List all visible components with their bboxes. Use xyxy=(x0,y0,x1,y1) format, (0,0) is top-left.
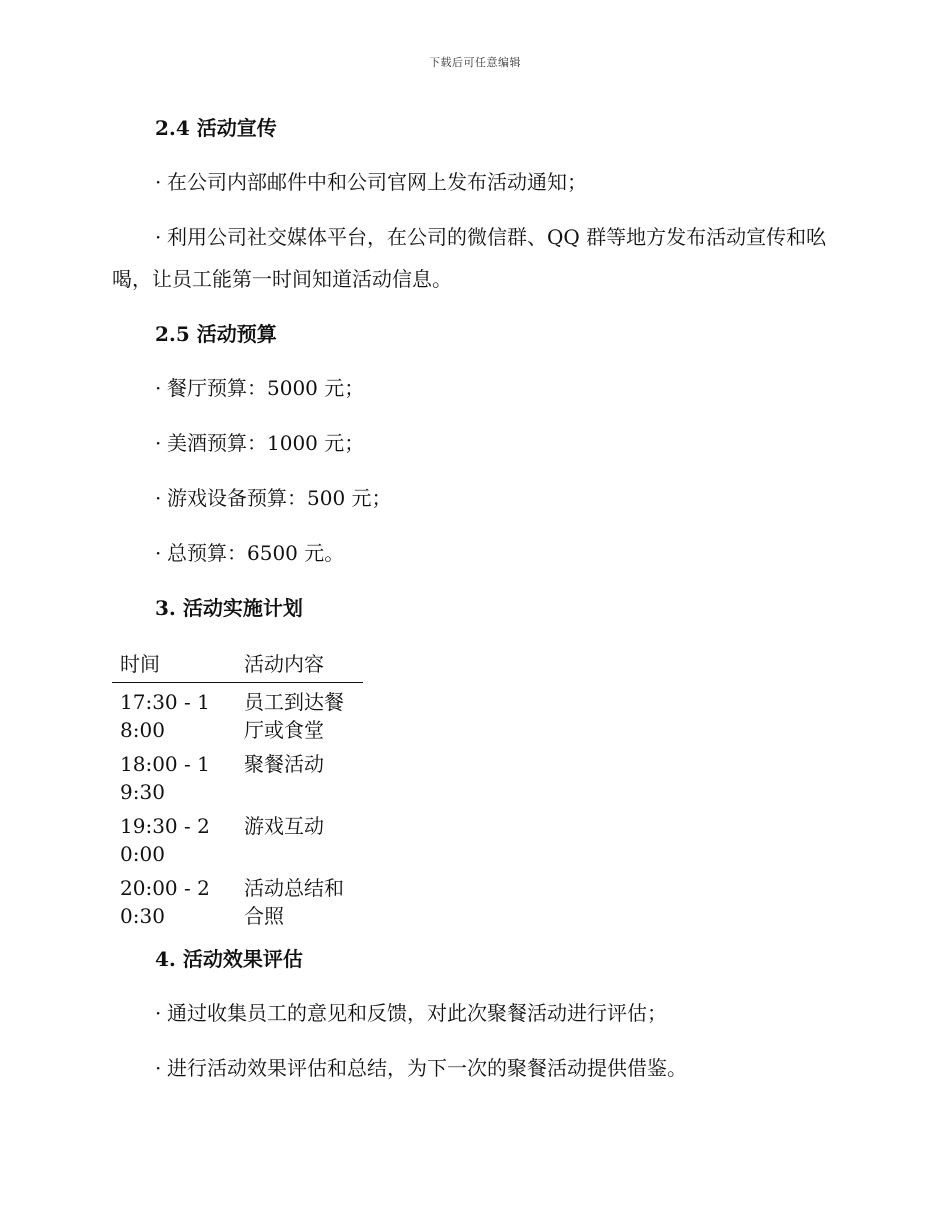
column-header-time: 时间 xyxy=(112,648,236,683)
bullet-glyph: · xyxy=(155,431,162,455)
paragraph-text: 利用公司社交媒体平台，在公司的微信群、QQ 群等地方发布活动宣传和吆喝，让员工能第一时间知道活动信息。 xyxy=(112,225,827,291)
time-cell: 17:30 - 18:00 xyxy=(120,690,210,742)
activity-cell: 聚餐活动 xyxy=(243,752,324,776)
bullet-glyph: · xyxy=(155,486,162,510)
paragraph-2-4-bullet-2 xyxy=(112,216,842,300)
heading-2-4: 2.4 活动宣传 xyxy=(155,116,277,140)
budget-text: 游戏设备预算：500 元； xyxy=(167,486,392,510)
activity-cell: 活动总结和合照 xyxy=(243,876,344,928)
paragraph-4-bullet-1 xyxy=(155,999,950,1027)
paragraph-4-bullet-2 xyxy=(155,1054,950,1082)
activity-cell: 员工到达餐厅或食堂 xyxy=(243,690,344,742)
time-cell: 18:00 - 19:30 xyxy=(120,752,210,804)
paragraph-text: 通过收集员工的意见和反馈，对此次聚餐活动进行评估； xyxy=(167,1001,667,1025)
table-row xyxy=(112,869,363,931)
budget-text: 餐厅预算：5000 元； xyxy=(167,376,365,400)
table-row xyxy=(112,745,363,807)
time-cell: 19:30 - 20:00 xyxy=(120,814,210,866)
bullet-glyph: · xyxy=(155,1056,162,1080)
bullet-glyph: · xyxy=(155,541,162,565)
budget-text: 总预算：6500 元。 xyxy=(167,541,345,565)
table-header-row xyxy=(112,648,363,683)
bullet-glyph: · xyxy=(155,225,162,249)
time-cell: 20:00 - 20:30 xyxy=(120,876,210,928)
bullet-glyph: · xyxy=(155,376,162,400)
budget-text: 美酒预算：1000 元； xyxy=(167,431,365,455)
paragraph-text: 进行活动效果评估和总结，为下一次的聚餐活动提供借鉴。 xyxy=(167,1056,687,1080)
budget-item xyxy=(155,374,950,402)
bullet-glyph: · xyxy=(155,170,162,194)
bullet-glyph: · xyxy=(155,1001,162,1025)
budget-item xyxy=(155,484,950,512)
budget-item xyxy=(155,539,950,567)
heading-3: 3. 活动实施计划 xyxy=(155,596,303,620)
column-header-activity: 活动内容 xyxy=(236,648,363,683)
heading-2-5: 2.5 活动预算 xyxy=(155,322,277,346)
table-row xyxy=(112,807,363,869)
activity-cell: 游戏互动 xyxy=(243,814,324,838)
schedule-table xyxy=(112,648,363,931)
paragraph-text: 在公司内部邮件中和公司官网上发布活动通知； xyxy=(167,170,587,194)
page-header-note: 下载后可任意编辑 xyxy=(429,56,521,69)
heading-4: 4. 活动效果评估 xyxy=(155,947,303,971)
budget-item xyxy=(155,429,950,457)
table-row xyxy=(112,683,363,746)
paragraph-2-4-bullet-1 xyxy=(155,168,950,196)
